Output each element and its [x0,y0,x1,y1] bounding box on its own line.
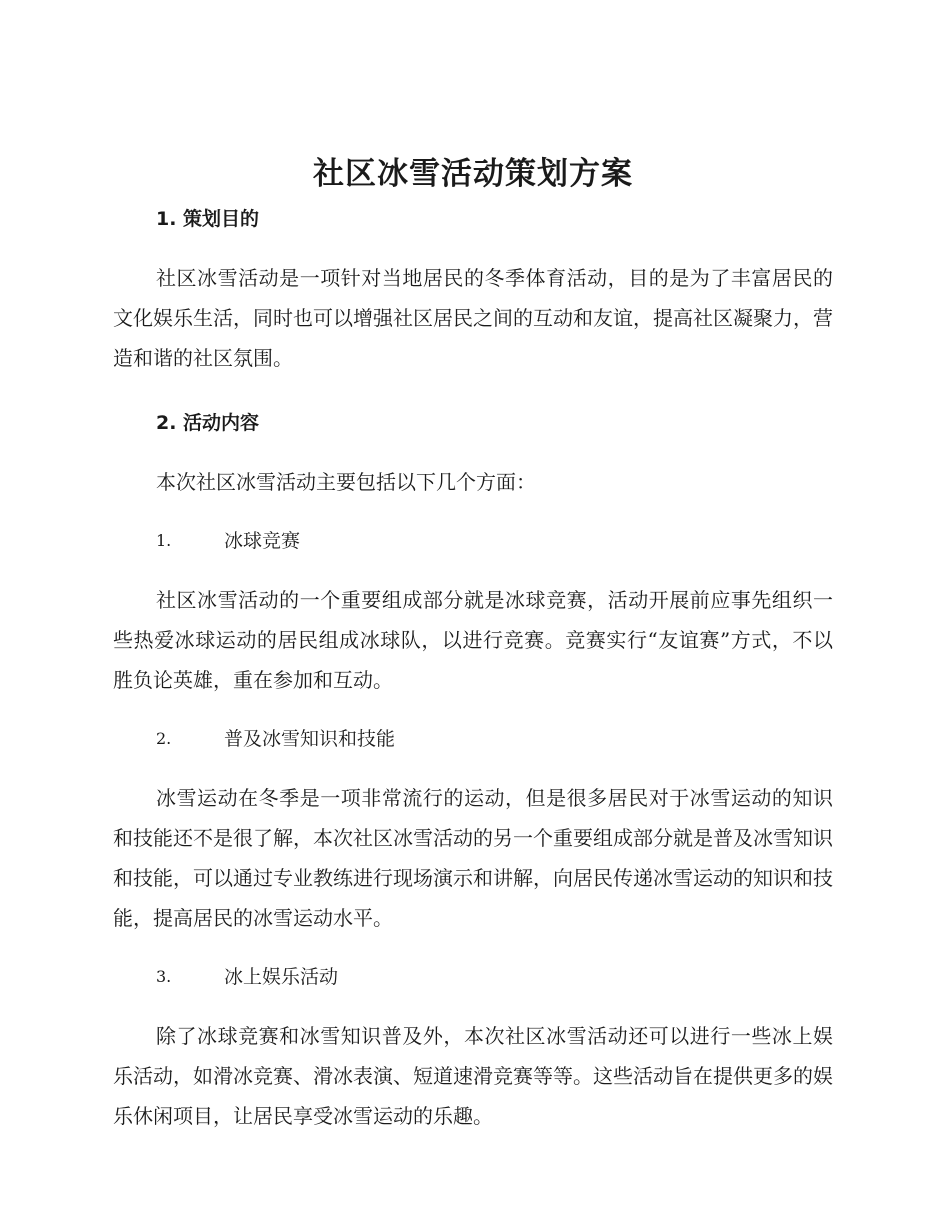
spacer [113,556,833,580]
list-item-label: 冰球竞赛 [224,530,301,552]
list-item-ice-entertainment [113,962,833,992]
content-intro: 本次社区冰雪活动主要包括以下几个方面： [156,470,536,494]
document-title: 社区冰雪活动策划方案 [313,156,633,192]
list-item-number: 1. [156,531,172,550]
knowledge-paragraph: 冰雪运动在冬季是一项非常流行的运动，但是很多居民对于冰雪运动的知识和技能还不是很了解，本次社区冰雪活动的另一个重要组成部分就是普及冰雪知识和技能，可以通过专业教练进行现场演示和讲解，向居民传递冰雪运动的知识和技能，提高居民的冰雪运动水平。 [113,786,833,930]
list-item-knowledge [113,724,833,754]
ice-hockey-paragraph: 社区冰雪活动的一个重要组成部分就是冰球竞赛，活动开展前应事先组织一些热爱冰球运动的居民组成冰球队，以进行竞赛。竞赛实行“友谊赛”方式，不以胜负论英雄，重在参加和互动。 [113,588,833,692]
list-item-number: 3. [156,967,172,986]
ice-entertainment-paragraph: 除了冰球竞赛和冰雪知识普及外，本次社区冰雪活动还可以进行一些冰上娱乐活动，如滑冰竞赛、滑冰表演、短道速滑竞赛等等。这些活动旨在提供更多的娱乐休闲项目，让居民享受冰雪运动的乐趣。 [113,1024,833,1128]
purpose-paragraph: 社区冰雪活动是一项针对当地居民的冬季体育活动，目的是为了丰富居民的文化娱乐生活，同时也可以增强社区居民之间的互动和友谊，提高社区凝聚力，营造和谐的社区氛围。 [113,266,833,370]
spacer [113,234,833,258]
section-heading-content: 2. 活动内容 [156,412,260,434]
list-item-number: 2. [156,729,172,748]
spacer [113,754,833,778]
list-item-ice-hockey [113,526,833,556]
list-item-label: 普及冰雪知识和技能 [224,728,396,750]
spacer [113,700,833,724]
spacer [113,502,833,526]
spacer [113,378,833,408]
section-heading-purpose: 1. 策划目的 [156,208,260,230]
document-page [113,148,833,1136]
spacer [113,992,833,1016]
spacer [113,438,833,462]
spacer [113,938,833,962]
list-item-label: 冰上娱乐活动 [224,966,339,988]
